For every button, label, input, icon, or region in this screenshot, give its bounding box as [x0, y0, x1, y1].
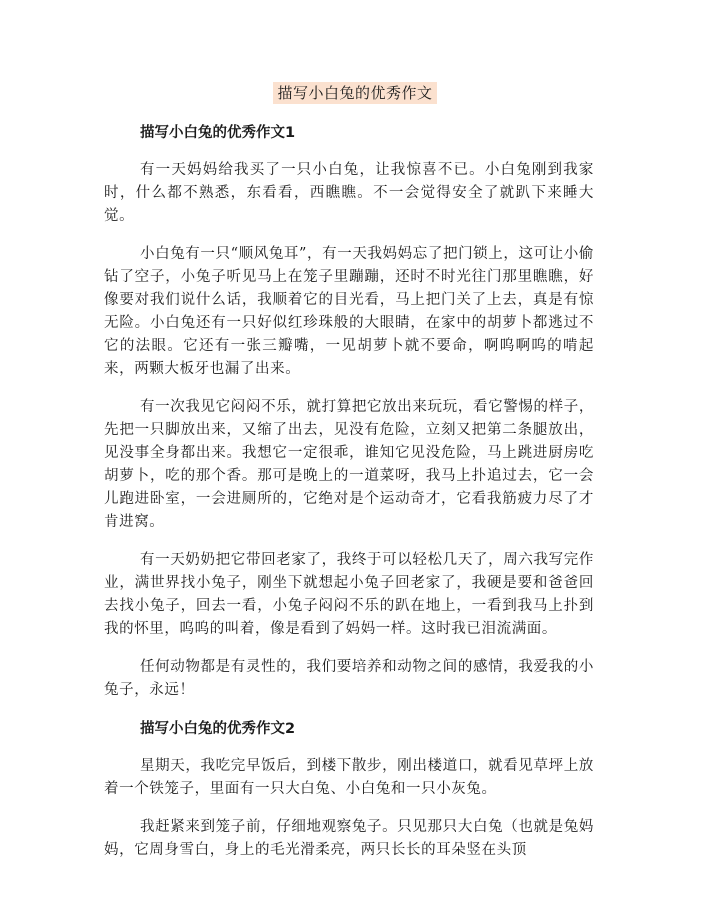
paragraph: 小白兔有一只“顺风兔耳”，有一天我妈妈忘了把门锁上，这可让小偷钻了空子，小兔子听见马上在笼子里蹦蹦，还时不时光往门那里瞧瞧，好像要对我们说什么话，我顺着它的目光看，马上把门关了上去，真是有惊无险。小白兔还有一只好似红珍珠般的大眼睛，在家中的胡萝卜都逃过不它的法眼。它还有一张三瓣嘴，一见胡萝卜就不要命，啊呜啊呜的啃起来，两颗大板牙也漏了出来。 [104, 246, 594, 377]
paragraph: 有一天妈妈给我买了一只小白兔，让我惊喜不已。小白兔刚到我家时，什么都不熟悉，东看看，西瞧瞧。不一会觉得安全了就趴下来睡大觉。 [104, 162, 594, 224]
section-heading-2: 描写小白兔的优秀作文2 [140, 721, 296, 737]
document-body [104, 121, 594, 862]
paragraph: 有一次我见它闷闷不乐，就打算把它放出来玩玩，看它警惕的样子，先把一只脚放出来，又缩了出去，见没有危险，立刻又把第二条腿放出，见没事全身都出来。我想它一定很乖，谁知它见没危险，马上跳进厨房吃胡萝卜，吃的那个香。那可是晚上的一道菜呀，我马上扑追过去，它一会儿跑进卧室，一会进厕所的，它绝对是个运动奇才，它看我筋疲力尽了才肯进窝。 [104, 399, 594, 530]
paragraph: 我赶紧来到笼子前，仔细地观察兔子。只见那只大白兔（也就是兔妈妈，它周身雪白，身上的毛光滑柔亮，两只长长的耳朵竖在头顶 [104, 819, 594, 858]
paragraph: 星期天，我吃完早饭后，到楼下散步，刚出楼道口，就看见草坪上放着一个铁笼子，里面有一只大白兔、小白兔和一只小灰兔。 [104, 758, 594, 797]
title-container [0, 82, 710, 104]
section-heading-1: 描写小白兔的优秀作文1 [140, 125, 296, 141]
paragraph: 任何动物都是有灵性的，我们要培养和动物之间的感情，我爱我的小兔子，永远！ [104, 659, 594, 698]
document-title: 描写小白兔的优秀作文 [273, 82, 436, 104]
paragraph: 有一天奶奶把它带回老家了，我终于可以轻松几天了，周六我写完作业，满世界找小兔子，刚坐下就想起小兔子回老家了，我硬是要和爸爸回去找小兔子，回去一看，小兔子闷闷不乐的趴在地上，一看到我马上扑到我的怀里，呜呜的叫着，像是看到了妈妈一样。这时我已泪流满面。 [104, 552, 594, 637]
